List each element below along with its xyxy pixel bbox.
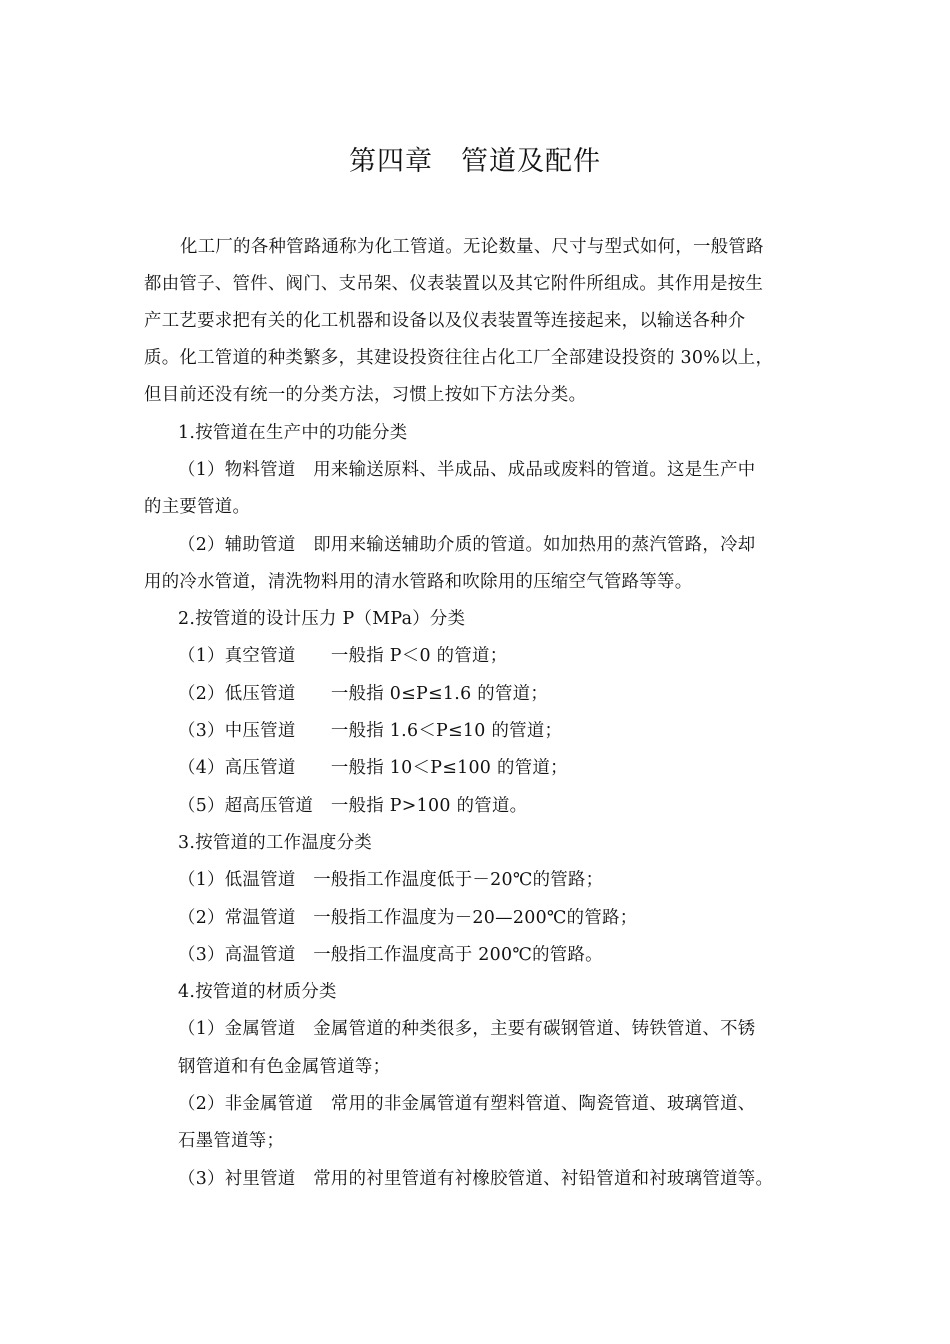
list-item: （2）非金属管道 常用的非金属管道有塑料管道、陶瓷管道、玻璃管道、 xyxy=(178,1094,756,1114)
list-item: （1）真空管道 一般指 P＜0 的管道； xyxy=(178,646,508,666)
list-item-continuation: 钢管道和有色金属管道等； xyxy=(178,1057,391,1077)
list-item: （4）高压管道 一般指 10＜P≤100 的管道； xyxy=(178,758,568,778)
section-heading: 4.按管道的材质分类 xyxy=(178,982,337,1002)
paragraph-line: 产工艺要求把有关的化工机器和设备以及仪表装置等连接起来，以输送各种介 xyxy=(144,311,746,331)
list-item: （2）低压管道 一般指 0≤P≤1.6 的管道； xyxy=(178,684,549,704)
list-item: （1）物料管道 用来输送原料、半成品、成品或废料的管道。这是生产中 xyxy=(178,460,756,480)
list-item: （1）低温管道 一般指工作温度低于－20℃的管路； xyxy=(178,870,604,890)
list-item-continuation: 用的冷水管道，清洗物料用的清水管路和吹除用的压缩空气管路等等。 xyxy=(144,572,693,592)
list-item: （3）高温管道 一般指工作温度高于 200℃的管路。 xyxy=(178,945,603,965)
list-item: （1）金属管道 金属管道的种类很多，主要有碳钢管道、铸铁管道、不锈 xyxy=(178,1019,756,1039)
list-item-continuation: 的主要管道。 xyxy=(144,497,251,517)
section-heading: 1.按管道在生产中的功能分类 xyxy=(178,423,408,443)
paragraph-line: 质。化工管道的种类繁多，其建设投资往往占化工厂全部建设投资的 30%以上， xyxy=(144,348,774,368)
chapter-title: 第四章 管道及配件 xyxy=(349,146,601,177)
list-item: （5）超高压管道 一般指 P>100 的管道。 xyxy=(178,796,528,816)
list-item: （2）辅助管道 即用来输送辅助介质的管道。如加热用的蒸汽管路，冷却 xyxy=(178,535,756,555)
list-item-continuation: 石墨管道等； xyxy=(178,1131,285,1151)
list-item: （3）中压管道 一般指 1.6＜P≤10 的管道； xyxy=(178,721,563,741)
list-item: （2）常温管道 一般指工作温度为－20—200℃的管路； xyxy=(178,908,638,928)
list-item: （3）衬里管道 常用的衬里管道有衬橡胶管道、衬铅管道和衬玻璃管道等。 xyxy=(178,1169,774,1189)
section-heading: 2.按管道的设计压力 P（MPa）分类 xyxy=(178,609,466,629)
paragraph-line: 但目前还没有统一的分类方法，习惯上按如下方法分类。 xyxy=(144,385,587,405)
paragraph-line: 化工厂的各种管路通称为化工管道。无论数量、尺寸与型式如何，一般管路 xyxy=(180,237,764,257)
paragraph-line: 都由管子、管件、阀门、支吊架、仪表装置以及其它附件所组成。其作用是按生 xyxy=(144,274,764,294)
section-heading: 3.按管道的工作温度分类 xyxy=(178,833,373,853)
